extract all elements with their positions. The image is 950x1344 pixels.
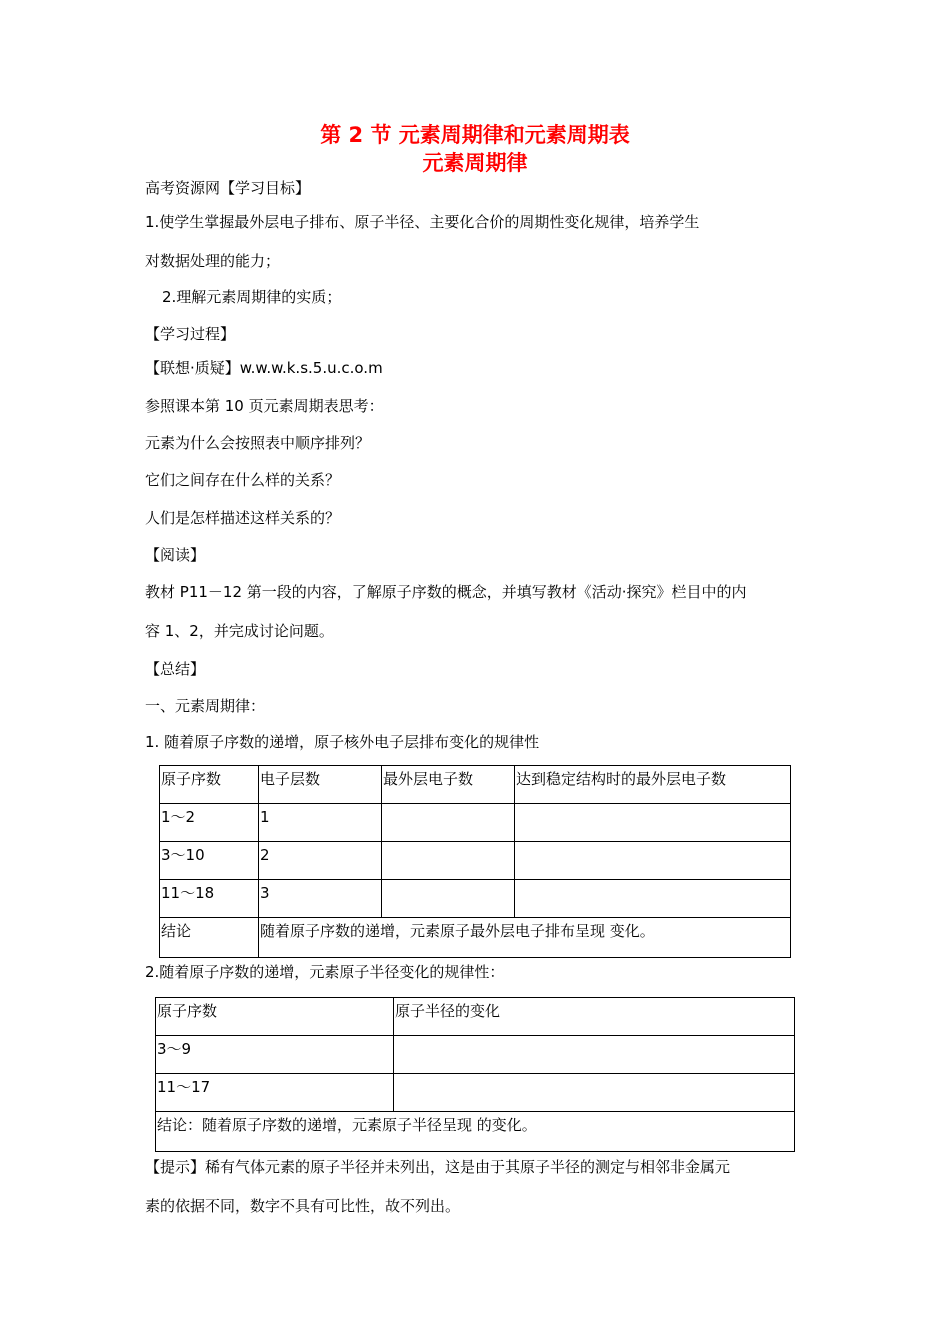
table-row (160, 842, 791, 880)
line-process-heading: 【学习过程】 (145, 325, 236, 343)
line-associate-question: 【联想·质疑】w.w.w.k.s.5.u.c.o.m (145, 359, 383, 377)
line-objectives-heading: 高考资源网【学习目标】 (145, 179, 311, 197)
conclusion-label: 结论 (160, 918, 259, 958)
line-reading-text: 教材 P11－12 第一段的内容，了解原子序数的概念，并填写教材《活动·探究》栏目中的内 (145, 583, 747, 601)
table-header-cell: 原子半径的变化 (394, 998, 795, 1036)
table-conclusion-row (160, 918, 791, 958)
conclusion-text: 结论：随着原子序数的递增，元素原子半径呈现 的变化。 (156, 1112, 795, 1152)
table-header-cell: 原子序数 (156, 998, 394, 1036)
line-hint: 【提示】稀有气体元素的原子半径并未列出，这是由于其原子半径的测定与相邻非金属元 (145, 1158, 731, 1176)
line-table2-caption: 2.随着原子序数的递增，元素原子半径变化的规律性： (145, 963, 505, 981)
line-hint-cont: 素的依据不同，数字不具有可比性，故不列出。 (145, 1197, 461, 1215)
line-objective-1: 1.使学生掌握最外层电子排布、原子半径、主要化合价的周期性变化规律，培养学生 (145, 213, 700, 231)
line-table1-caption: 1. 随着原子序数的递增，原子核外电子层排布变化的规律性 (145, 733, 540, 751)
table-conclusion-row (156, 1112, 795, 1152)
line-question-3: 人们是怎样描述这样关系的？ (145, 509, 341, 527)
table-cell (394, 1036, 795, 1074)
line-question-1: 元素为什么会按照表中顺序排列？ (145, 434, 371, 452)
conclusion-text: 随着原子序数的递增，元素原子最外层电子排布呈现 变化。 (259, 918, 791, 958)
table-cell (382, 804, 515, 842)
table-row (156, 1036, 795, 1074)
table-cell (382, 880, 515, 918)
document-subtitle: 元素周期律 (422, 151, 528, 175)
line-reading-heading: 【阅读】 (145, 546, 206, 564)
table-header-cell: 达到稳定结构时的最外层电子数 (515, 766, 791, 804)
table-header-row (156, 998, 795, 1036)
electron-layer-table (159, 765, 791, 958)
table-cell: 11～18 (160, 880, 259, 918)
table-cell (515, 804, 791, 842)
line-reading-text-cont: 容 1、2，并完成讨论问题。 (145, 622, 334, 640)
table-cell: 11～17 (156, 1074, 394, 1112)
table-cell: 3～9 (156, 1036, 394, 1074)
table-row (160, 804, 791, 842)
table-cell (515, 842, 791, 880)
table-cell (394, 1074, 795, 1112)
table-header-cell: 原子序数 (160, 766, 259, 804)
line-objective-1-cont: 对数据处理的能力； (145, 252, 281, 270)
line-section-one: 一、元素周期律： (145, 697, 266, 715)
line-reference: 参照课本第 10 页元素周期表思考： (145, 397, 384, 415)
document-title: 第 2 节 元素周期律和元素周期表 (320, 123, 630, 147)
table-header-row (160, 766, 791, 804)
table-cell (382, 842, 515, 880)
table-row (156, 1074, 795, 1112)
table-header-cell: 电子层数 (259, 766, 382, 804)
table-cell: 3 (259, 880, 382, 918)
table-cell: 2 (259, 842, 382, 880)
line-summary-heading: 【总结】 (145, 660, 206, 678)
table-cell: 3～10 (160, 842, 259, 880)
table-cell: 1 (259, 804, 382, 842)
table-row (160, 880, 791, 918)
table-cell: 1～2 (160, 804, 259, 842)
line-objective-2: 2.理解元素周期律的实质； (162, 288, 342, 306)
table-cell (515, 880, 791, 918)
atomic-radius-table (155, 997, 795, 1152)
line-question-2: 它们之间存在什么样的关系？ (145, 471, 341, 489)
table-header-cell: 最外层电子数 (382, 766, 515, 804)
